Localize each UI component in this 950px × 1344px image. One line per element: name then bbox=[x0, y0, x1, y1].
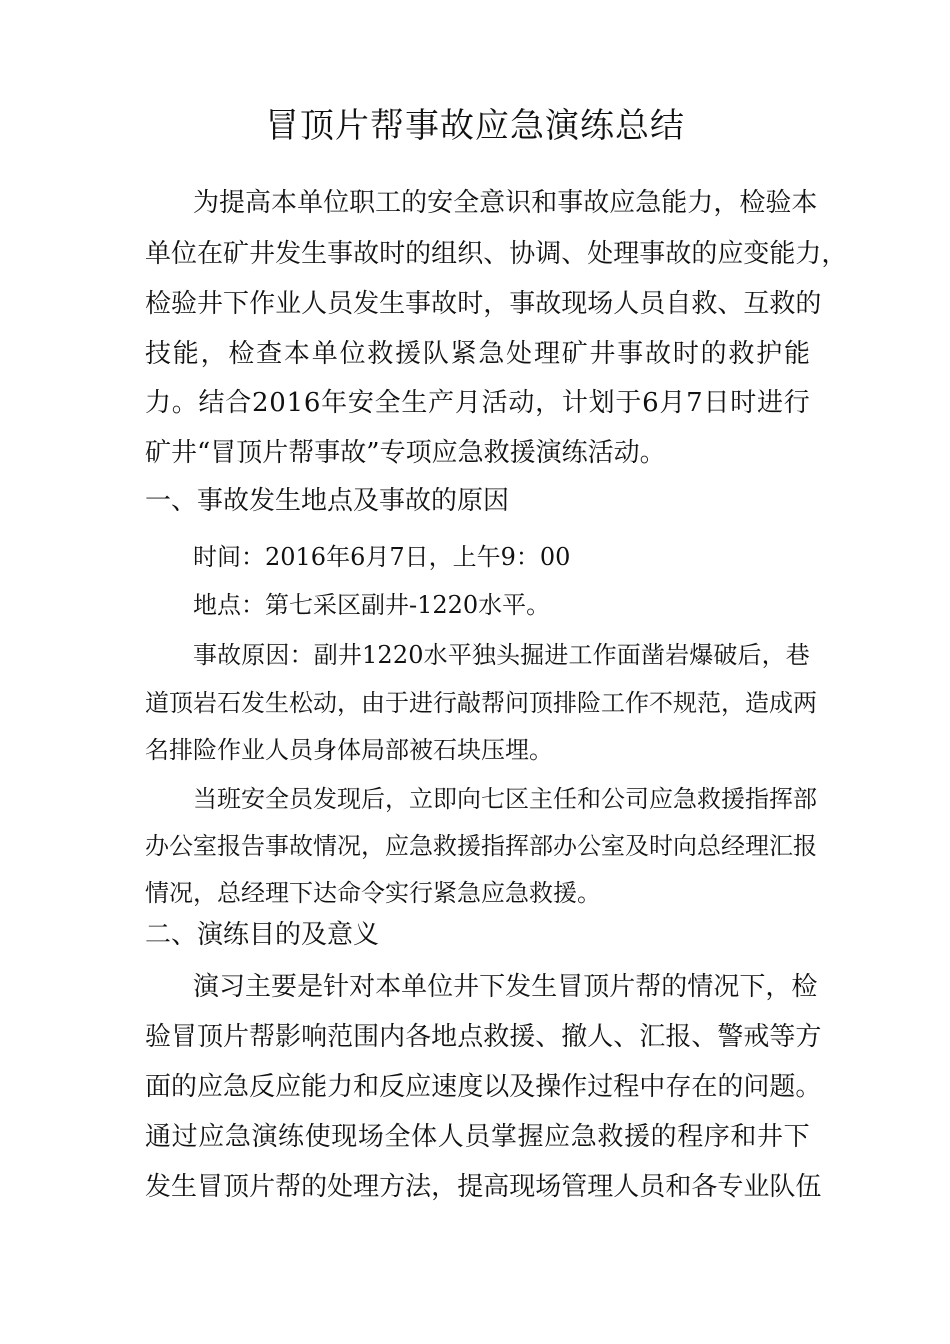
intro-line: 检 验 井 下 作 业 人 员 发 生 事 故 时 ， 事 故 现 场 人 员 自 救 、 互 救 的 bbox=[145, 289, 822, 319]
cause-line: 名排险作业人员身体局部被石块压埋。 bbox=[145, 736, 553, 764]
location-line: 地点：第七采区副井-1220水平。 bbox=[193, 591, 551, 619]
report-line: 情况，总经理下达命令实行紧急应急救援。 bbox=[145, 879, 601, 907]
purpose-line: 演 习 主 要 是 针 对 本 单 位 井 下 发 生 冒 顶 片 帮 的 情 况 下 ， 检 bbox=[193, 972, 818, 1002]
report-line: 当 班 安 全 员 发 现 后 ， 立 即 向 七 区 主 任 和 公 司 应 急 救 援 指 挥 部 bbox=[193, 785, 817, 813]
intro-line: 单 位 在 矿 井 发 生 事 故 时 的 组 织 、 协 调 、 处 理 事 故 的 应 变 能 力 ， bbox=[145, 239, 848, 269]
cause-line: 道 顶 岩 石 发 生 松 动 ， 由 于 进 行 敲 帮 问 顶 排 险 工 作 不 规 范 ， 造 成 两 bbox=[145, 689, 817, 717]
cause-line: 事 故 原 因 ： 副 井 1 2 2 0 水 平 独 头 掘 进 工 作 面 凿 岩 爆 破 后 ， 巷 bbox=[193, 641, 810, 669]
section-heading: 二、演练目的及意义 bbox=[145, 920, 380, 950]
purpose-line: 通 过 应 急 演 练 使 现 场 全 体 人 员 掌 握 应 急 救 援 的 程 序 和 井 下 bbox=[145, 1122, 810, 1152]
purpose-line: 验 冒 顶 片 帮 影 响 范 围 内 各 地 点 救 援 、 撤 人 、 汇 报 、 警 戒 等 方 bbox=[145, 1022, 822, 1052]
intro-line: 为 提 高 本 单 位 职 工 的 安 全 意 识 和 事 故 应 急 能 力 ， 检 验 本 bbox=[193, 188, 818, 218]
intro-line: 技 能 ， 检 查 本 单 位 救 援 队 紧 急 处 理 矿 井 事 故 时 的 救 护 能 bbox=[145, 339, 810, 369]
purpose-line: 发 生 冒 顶 片 帮 的 处 理 方 法 ， 提 高 现 场 管 理 人 员 和 各 专 业 队 伍 bbox=[145, 1172, 822, 1202]
report-line: 办 公 室 报 告 事 故 情 况 ， 应 急 救 援 指 挥 部 办 公 室 及 时 向 总 经 理 汇 报 bbox=[145, 832, 817, 860]
section-heading: 一、事故发生地点及事故的原因 bbox=[145, 486, 510, 516]
intro-line: 力 。 结 合 2 0 1 6 年 安 全 生 产 月 活 动 ， 计 划 于 6 月 7 日 时 进 行 bbox=[145, 388, 810, 418]
time-line: 时间：2016年6月7日，上午9：00 bbox=[193, 543, 571, 571]
document-title: 冒顶片帮事故应急演练总结 bbox=[265, 106, 685, 146]
purpose-line: 面 的 应 急 反 应 能 力 和 反 应 速 度 以 及 操 作 过 程 中 存 在 的 问 题 。 bbox=[145, 1072, 822, 1102]
intro-line: 矿井“冒顶片帮事故”专项应急救援演练活动。 bbox=[145, 438, 666, 468]
